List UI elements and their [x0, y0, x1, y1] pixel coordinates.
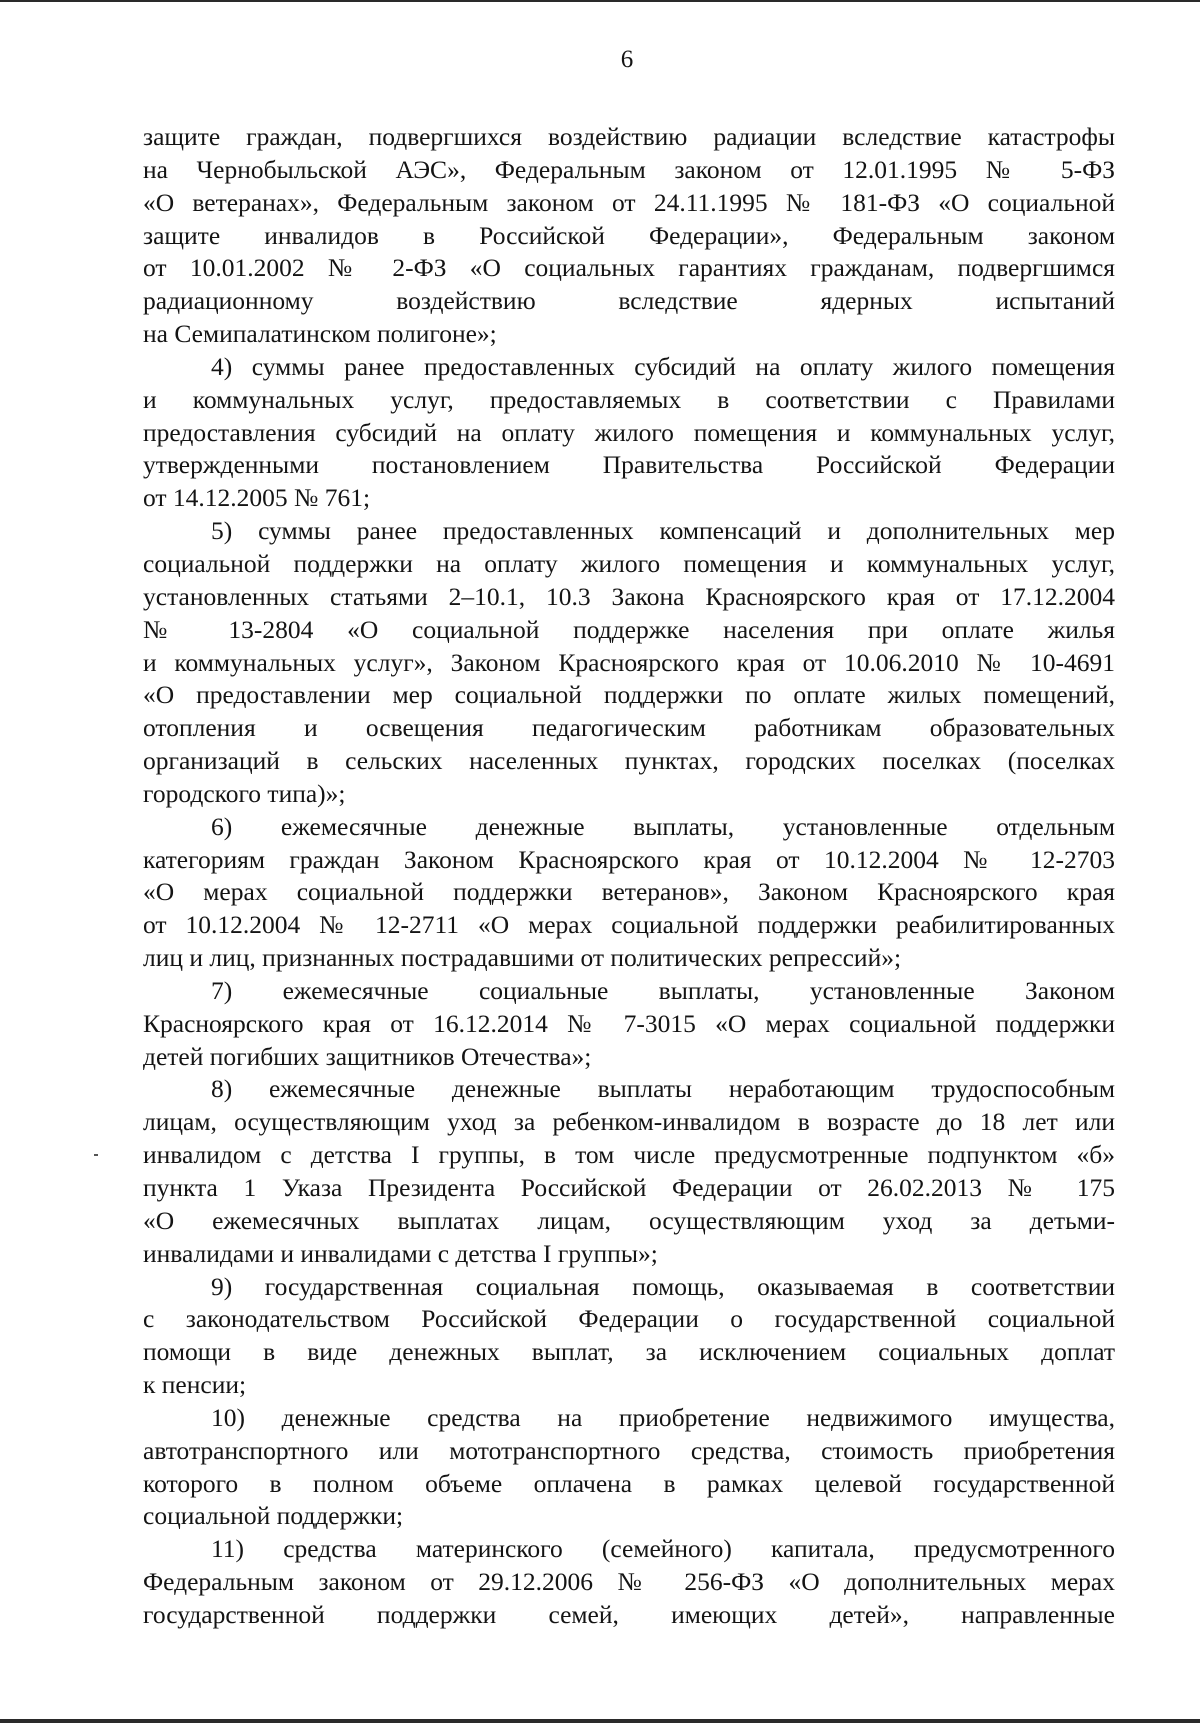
text-line: инвалидом с детства I группы, в том числе предусмотренные подпунктом «б» [143, 1140, 1115, 1170]
text-line: инвалидами и инвалидами с детства I группы»; [143, 1238, 658, 1268]
text-line: 5) суммы ранее предоставленных компенсаций и дополнительных мер [211, 516, 1115, 546]
text-line: государственной поддержки семей, имеющих детей», направленные [143, 1599, 1115, 1629]
scan-edge-top [0, 0, 1200, 2]
text-line: отопления и освещения педагогическим работникам образовательных [143, 713, 1115, 743]
text-line: установленных статьями 2–10.1, 10.3 Закона Красноярского края от 17.12.2004 [143, 581, 1115, 611]
text-line: и коммунальных услуг», Законом Красноярского края от 10.06.2010 № 10-4691 [143, 647, 1115, 677]
text-line: 7) ежемесячные социальные выплаты, установленные Законом [211, 975, 1115, 1005]
text-line: социальной поддержки на оплату жилого помещения и коммунальных услуг, [143, 548, 1115, 578]
text-line: лицам, осуществляющим уход за ребенком-инвалидом в возрасте до 18 лет или [143, 1107, 1115, 1137]
text-line: «О ветеранах», Федеральным законом от 24.11.1995 № 181-ФЗ «О социальной [143, 187, 1115, 217]
text-line: защите граждан, подвергшихся воздействию радиации вследствие катастрофы [143, 122, 1115, 151]
text-line: помощи в виде денежных выплат, за исключением социальных доплат [143, 1337, 1115, 1367]
text-line: на Семипалатинском полигоне»; [143, 319, 497, 349]
text-line: Федеральным законом от 29.12.2006 № 256-ФЗ «О дополнительных мерах [143, 1567, 1115, 1597]
text-line: организаций в сельских населенных пунктах, городских поселках (поселках [143, 746, 1115, 776]
text-line: 10) денежные средства на приобретение недвижимого имущества, [211, 1402, 1115, 1432]
text-line: городского типа)»; [143, 778, 346, 808]
text-line: социальной поддержки; [143, 1501, 404, 1531]
text-line: на Чернобыльской АЭС», Федеральным законом от 12.01.1995 № 5-ФЗ [143, 154, 1115, 184]
scan-edge-bottom [0, 1719, 1200, 1723]
text-line: радиационному воздействию вследствие ядерных испытаний [143, 286, 1115, 316]
text-line: которого в полном объеме оплачена в рамках целевой государственной [143, 1468, 1115, 1498]
text-line: «О предоставлении мер социальной поддержки по оплате жилых помещений, [143, 680, 1115, 710]
text-line: от 10.12.2004 № 12-2711 «О мерах социальной поддержки реабилитированных [143, 910, 1115, 940]
text-line: от 10.01.2002 № 2-ФЗ «О социальных гарантиях гражданам, подвергшимся [143, 253, 1115, 283]
text-line: автотранспортного или мототранспортного средства, стоимость приобретения [143, 1435, 1115, 1465]
page-number: 6 [620, 46, 634, 73]
text-line: 4) суммы ранее предоставленных субсидий на оплату жилого помещения [211, 351, 1115, 381]
document-body [143, 121, 1115, 1632]
text-line: и коммунальных услуг, предоставляемых в соответствии с Правилами [143, 384, 1115, 414]
text-line: пункта 1 Указа Президента Российской Федерации от 26.02.2013 № 175 [143, 1173, 1115, 1202]
text-line: к пенсии; [143, 1370, 247, 1400]
scan-speck [94, 1154, 98, 1156]
text-line: № 13-2804 «О социальной поддержке населения при оплате жилья [143, 614, 1115, 644]
text-line: утвержденными постановлением Правительства Российской Федерации [143, 450, 1115, 480]
text-line: 9) государственная социальная помощь, оказываемая в соответствии [211, 1271, 1115, 1301]
text-line: предоставления субсидий на оплату жилого помещения и коммунальных услуг, [143, 417, 1115, 447]
text-line: с законодательством Российской Федерации о государственной социальной [143, 1304, 1115, 1334]
text-line: «О ежемесячных выплатах лицам, осуществляющим уход за детьми- [143, 1205, 1115, 1235]
text-line: детей погибших защитников Отечества»; [143, 1041, 592, 1071]
text-line: лиц и лиц, признанных пострадавшими от политических репрессий»; [143, 943, 902, 973]
text-line: Красноярского края от 16.12.2014 № 7-3015 «О мерах социальной поддержки [143, 1008, 1115, 1038]
text-line: от 14.12.2005 № 761; [143, 483, 371, 513]
text-line: категориям граждан Законом Красноярского края от 10.12.2004 № 12-2703 [143, 844, 1115, 874]
text-line: 6) ежемесячные денежные выплаты, установленные отдельным [211, 811, 1115, 841]
text-line: 11) средства материнского (семейного) капитала, предусмотренного [211, 1534, 1115, 1564]
text-line: защите инвалидов в Российской Федерации», Федеральным законом [143, 220, 1115, 250]
text-line: 8) ежемесячные денежные выплаты неработающим трудоспособным [211, 1074, 1115, 1104]
text-line: «О мерах социальной поддержки ветеранов», Законом Красноярского края [143, 877, 1115, 907]
